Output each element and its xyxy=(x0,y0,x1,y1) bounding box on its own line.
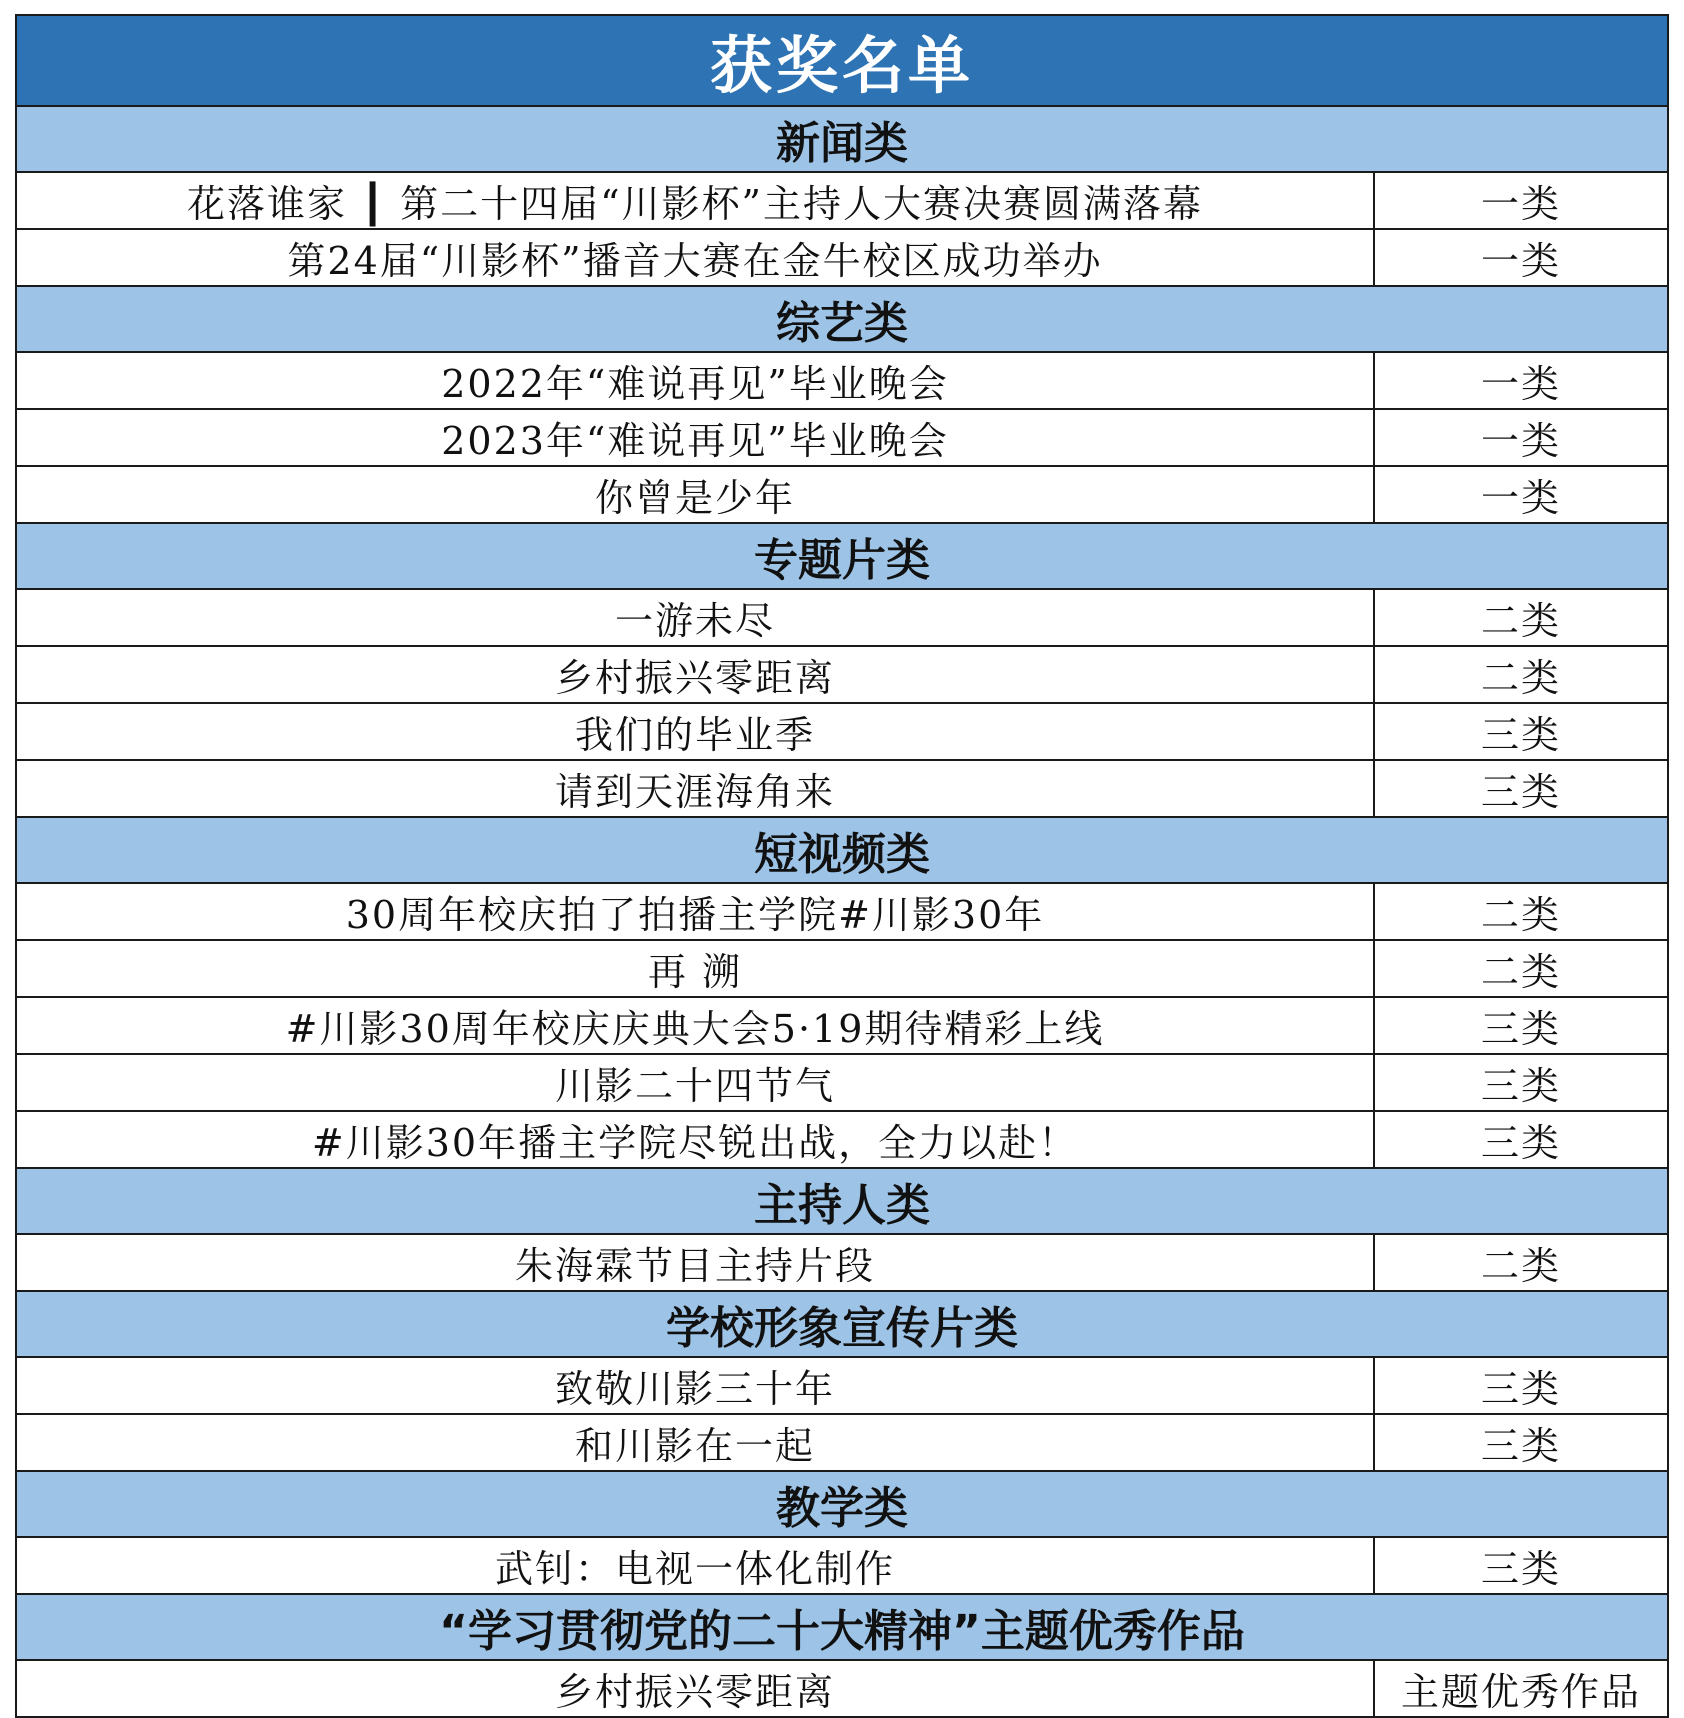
category-header: 教学类 xyxy=(16,1471,1668,1537)
award-level-cell: 二类 xyxy=(1374,646,1668,703)
category-row xyxy=(16,286,1668,352)
work-title-cell: 2023年“难说再见”毕业晚会 xyxy=(16,409,1374,466)
award-level-cell: 一类 xyxy=(1374,466,1668,523)
table-row xyxy=(16,466,1668,523)
award-level-cell: 二类 xyxy=(1374,883,1668,940)
award-level-cell: 三类 xyxy=(1374,997,1668,1054)
work-title-cell: 2022年“难说再见”毕业晚会 xyxy=(16,352,1374,409)
table-row xyxy=(16,646,1668,703)
category-header: “学习贯彻党的二十大精神”主题优秀作品 xyxy=(16,1594,1668,1660)
work-title-cell: 乡村振兴零距离 xyxy=(16,1660,1374,1717)
table-row xyxy=(16,589,1668,646)
table-row xyxy=(16,1111,1668,1168)
work-title-cell: 朱海霖节目主持片段 xyxy=(16,1234,1374,1291)
table-row xyxy=(16,352,1668,409)
table-row xyxy=(16,409,1668,466)
award-level-cell: 三类 xyxy=(1374,760,1668,817)
award-level-cell: 三类 xyxy=(1374,1054,1668,1111)
table-row xyxy=(16,997,1668,1054)
work-title-cell: #川影30周年校庆庆典大会5·19期待精彩上线 xyxy=(16,997,1374,1054)
table-row xyxy=(16,883,1668,940)
table-row xyxy=(16,172,1668,229)
award-level-cell: 三类 xyxy=(1374,1111,1668,1168)
category-row xyxy=(16,1594,1668,1660)
page-title: 获奖名单 xyxy=(16,15,1668,106)
award-level-cell: 一类 xyxy=(1374,229,1668,286)
award-level-cell: 主题优秀作品 xyxy=(1374,1660,1668,1717)
category-header: 学校形象宣传片类 xyxy=(16,1291,1668,1357)
work-title-cell: 再 溯 xyxy=(16,940,1374,997)
work-title-cell: 川影二十四节气 xyxy=(16,1054,1374,1111)
category-header: 主持人类 xyxy=(16,1168,1668,1234)
award-level-cell: 二类 xyxy=(1374,589,1668,646)
award-list-body xyxy=(16,15,1668,1717)
category-row xyxy=(16,1471,1668,1537)
table-row xyxy=(16,1537,1668,1594)
category-row xyxy=(16,1168,1668,1234)
category-header: 专题片类 xyxy=(16,523,1668,589)
table-row xyxy=(16,940,1668,997)
work-title-cell: 武钊：电视一体化制作 xyxy=(16,1537,1374,1594)
award-level-cell: 二类 xyxy=(1374,940,1668,997)
work-title-cell: 致敬川影三十年 xyxy=(16,1357,1374,1414)
work-title-cell: 乡村振兴零距离 xyxy=(16,646,1374,703)
table-row xyxy=(16,1234,1668,1291)
table-row xyxy=(16,703,1668,760)
category-header: 新闻类 xyxy=(16,106,1668,172)
award-level-cell: 三类 xyxy=(1374,1414,1668,1471)
award-level-cell: 三类 xyxy=(1374,1357,1668,1414)
table-row xyxy=(16,1357,1668,1414)
category-header: 短视频类 xyxy=(16,817,1668,883)
work-title-cell: 第24届“川影杯”播音大赛在金牛校区成功举办 xyxy=(16,229,1374,286)
table-row xyxy=(16,1414,1668,1471)
award-level-cell: 三类 xyxy=(1374,703,1668,760)
award-level-cell: 一类 xyxy=(1374,352,1668,409)
table-row xyxy=(16,1054,1668,1111)
work-title-cell: 你曾是少年 xyxy=(16,466,1374,523)
work-title-cell: 请到天涯海角来 xyxy=(16,760,1374,817)
category-row xyxy=(16,817,1668,883)
work-title-cell: 30周年校庆拍了拍播主学院#川影30年 xyxy=(16,883,1374,940)
category-header: 综艺类 xyxy=(16,286,1668,352)
category-row xyxy=(16,1291,1668,1357)
award-level-cell: 一类 xyxy=(1374,409,1668,466)
table-row xyxy=(16,1660,1668,1717)
work-title-cell: 我们的毕业季 xyxy=(16,703,1374,760)
work-title-cell: 和川影在一起 xyxy=(16,1414,1374,1471)
table-row xyxy=(16,760,1668,817)
title-row xyxy=(16,15,1668,106)
work-title-cell: #川影30年播主学院尽锐出战，全力以赴！ xyxy=(16,1111,1374,1168)
table-row xyxy=(16,229,1668,286)
category-row xyxy=(16,523,1668,589)
award-level-cell: 一类 xyxy=(1374,172,1668,229)
award-list-table xyxy=(15,14,1669,1718)
work-title-cell: 花落谁家 ┃ 第二十四届“川影杯”主持人大赛决赛圆满落幕 xyxy=(16,172,1374,229)
award-level-cell: 二类 xyxy=(1374,1234,1668,1291)
award-level-cell: 三类 xyxy=(1374,1537,1668,1594)
category-row xyxy=(16,106,1668,172)
work-title-cell: 一游未尽 xyxy=(16,589,1374,646)
